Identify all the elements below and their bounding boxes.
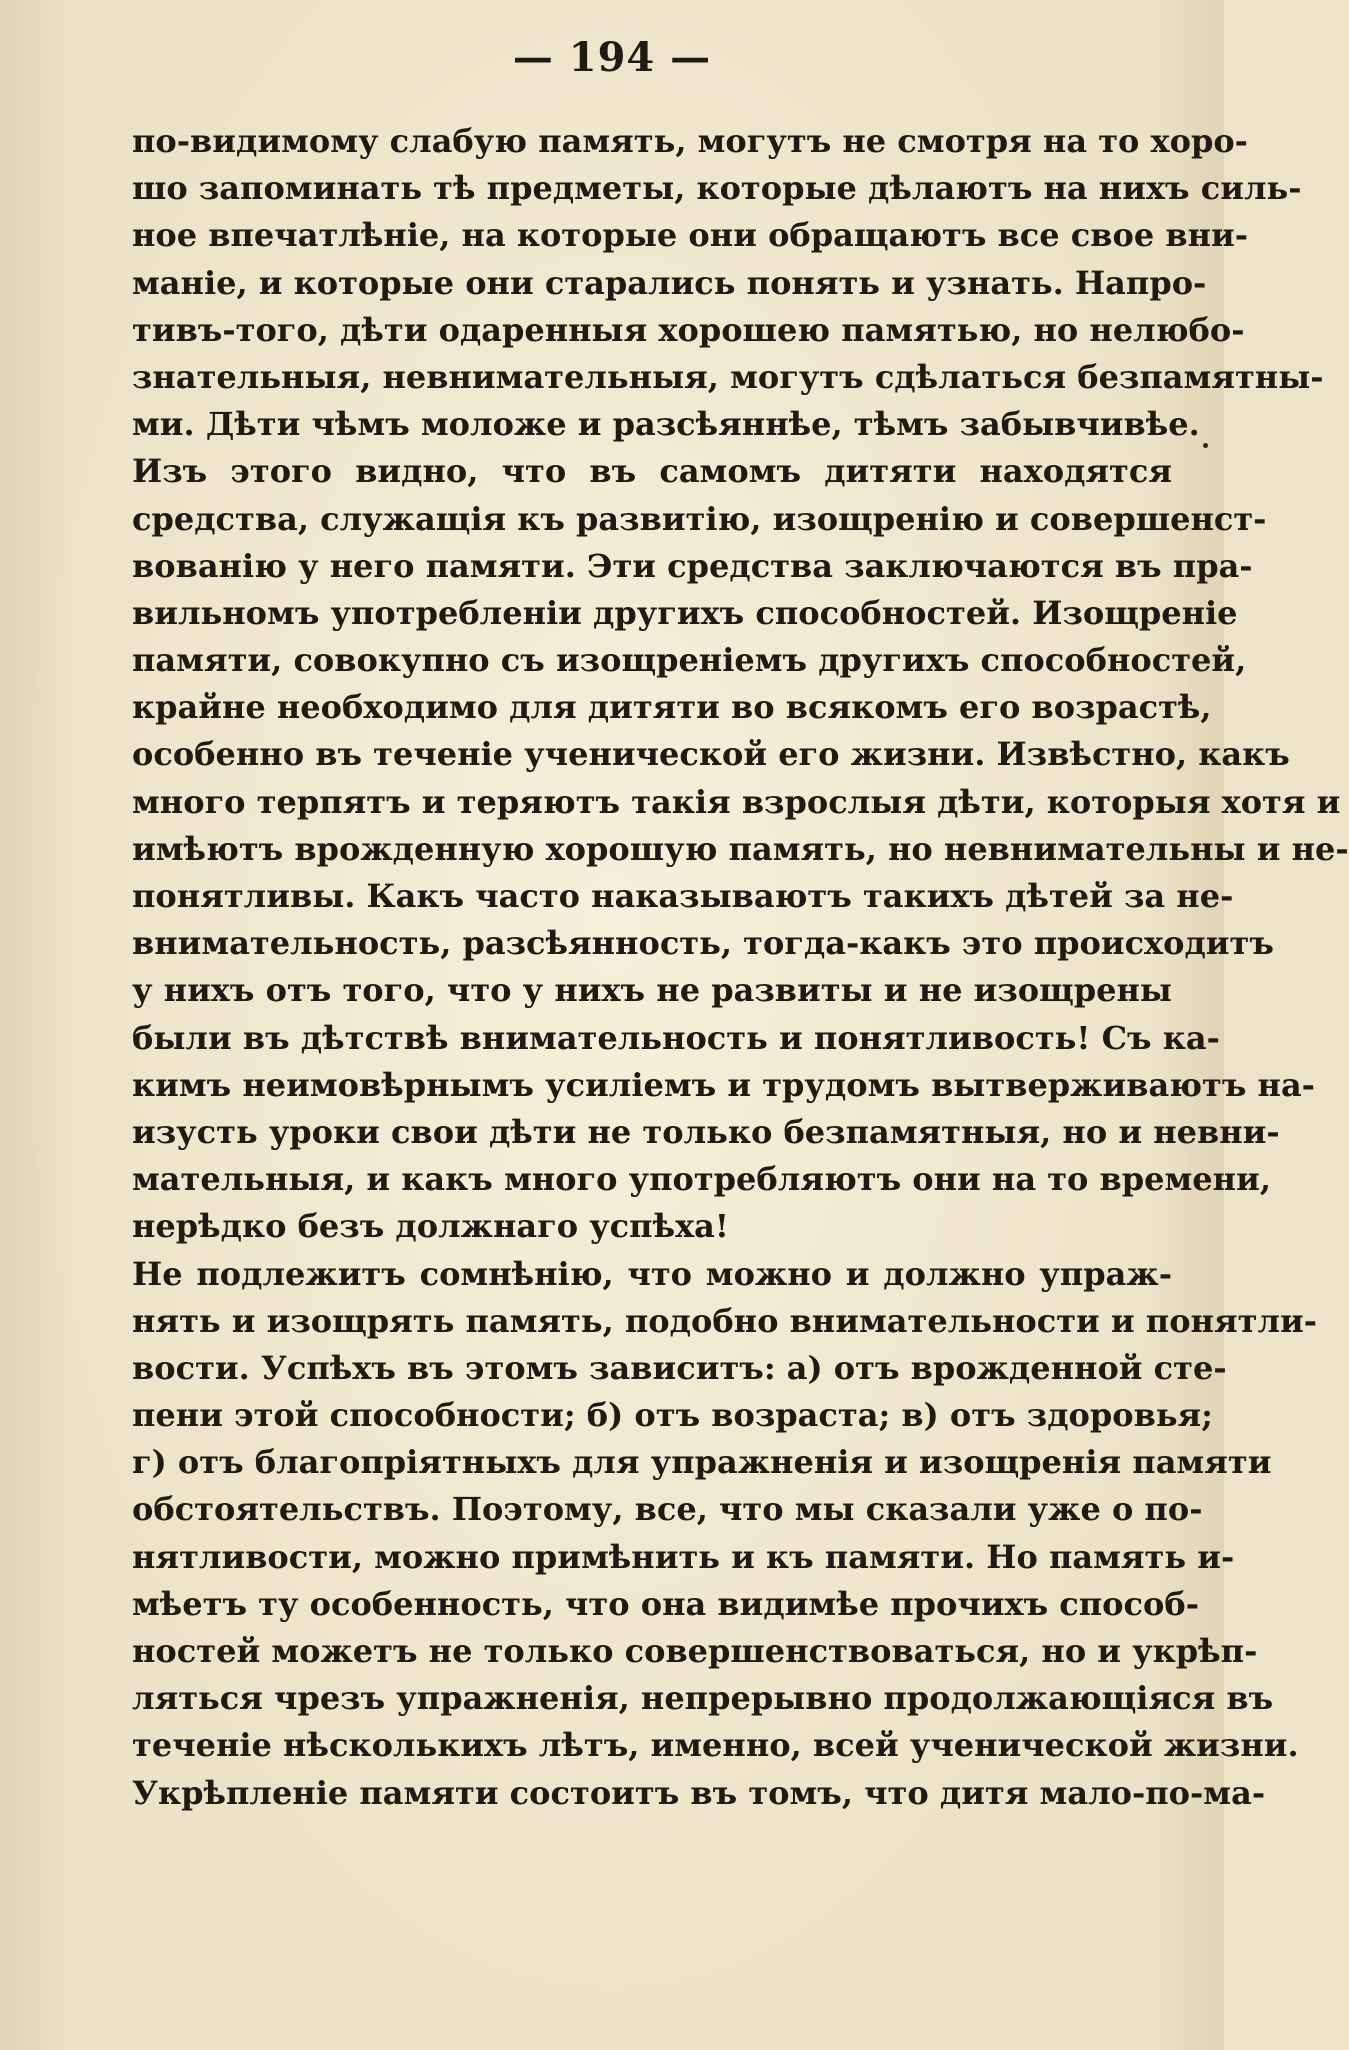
text-line-30: обстоятельствъ. Поэтому, все, что мы сказали уже о по- (132, 1490, 1203, 1529)
ink-speck (1203, 443, 1208, 448)
text-line-22: изусть уроки свои дѣти не только безпамятныя, но и невни- (132, 1112, 1280, 1151)
text-line-14: особенно въ теченіе ученической его жизни. Извѣстно, какъ (132, 735, 1290, 774)
text-line-27: вости. Успѣхъ въ этомъ зависитъ: а) отъ врожденной сте- (132, 1348, 1227, 1387)
text-line-3: ное впечатлѣніе, на которые они обращаютъ все свое вни- (132, 216, 1248, 255)
text-line-32: мѣетъ ту особенность, что она видимѣе прочихъ способ- (132, 1584, 1199, 1623)
text-line-16: имѣютъ врожденную хорошую память, но невнимательны и не- (132, 829, 1349, 868)
text-line-15: много терпятъ и теряютъ такія взрослыя дѣти, которыя хотя и (132, 782, 1341, 821)
text-line-17: понятливы. Какъ часто наказываютъ такихъ дѣтей за не- (132, 877, 1234, 915)
text-line-33: ностей можетъ не только совершенствоваться, но и укрѣп- (132, 1632, 1258, 1670)
body-text (132, 118, 1349, 1817)
text-line-28: пени этой способности; б) отъ возраста; в) отъ здоровья; (132, 1396, 1213, 1435)
text-line-26: нять и изощрять память, подобно внимательности и понятли- (132, 1301, 1318, 1340)
text-line-34: ляться чрезъ упражненія, непрерывно продолжающіяся въ (132, 1679, 1274, 1718)
text-line-20: были въ дѣтствѣ внимательность и понятливость! Съ ка- (132, 1018, 1220, 1057)
text-line-2: шо запоминать тѣ предметы, которые дѣлаютъ на нихъ силь- (132, 169, 1302, 208)
text-line-7: ми. Дѣти чѣмъ моложе и разсѣяннѣе, тѣмъ забывчивѣе. (132, 405, 1200, 444)
text-line-5: тивъ-того, дѣти одаренныя хорошею памятью, но нелюбо- (132, 310, 1245, 349)
text-line-29: г) отъ благопріятныхъ для упражненія и изощренія памяти (132, 1443, 1272, 1482)
text-line-11: вильномъ употребленіи другихъ способностей. Изощреніе (132, 593, 1238, 632)
text-line-23: мательныя, и какъ много употребляютъ они на то времени, (132, 1160, 1271, 1199)
text-line-24: нерѣдко безъ должнаго успѣха! (132, 1207, 729, 1246)
text-line-13: крайне необходимо для дитяти во всякомъ его возрастѣ, (132, 688, 1212, 727)
text-line-6: знательныя, невнимательныя, могутъ сдѣлаться безпамятны- (132, 357, 1324, 396)
text-line-35: теченіе нѣсколькихъ лѣтъ, именно, всей ученической жизни. (132, 1726, 1299, 1765)
text-line-10: вованію у него памяти. Эти средства заключаются въ пра- (132, 546, 1253, 585)
text-line-4: маніе, и которые они старались понять и узнать. Напро- (132, 263, 1207, 302)
text-line-36: Укрѣпленіе памяти состоитъ въ томъ, что дитя мало-по-ма- (132, 1773, 1266, 1812)
text-line-18: внимательность, разсѣянность, тогда-какъ это происходитъ (132, 924, 1274, 963)
text-line-9: средства, служащія къ развитію, изощренію и совершенст- (132, 499, 1267, 538)
text-line-12: памяти, совокупно съ изощреніемъ другихъ способностей, (132, 641, 1247, 680)
page-number: — 194 — (512, 34, 712, 81)
text-line-25: Не подлежитъ сомнѣнію, что можно и должно упраж- (132, 1254, 1172, 1293)
text-line-31: нятливости, можно примѣнить и къ памяти. Но память и- (132, 1537, 1235, 1576)
text-line-19: у нихъ отъ того, что у нихъ не развиты и не изощрены (132, 971, 1172, 1010)
text-line-21: кимъ неимовѣрнымъ усиліемъ и трудомъ вытверживаютъ на- (132, 1065, 1315, 1104)
text-line-8: Изъ этого видно, что въ самомъ дитяти находятся (132, 452, 1172, 491)
text-line-1: по-видимому слабую память, могутъ не смотря на то хоро- (132, 122, 1248, 160)
